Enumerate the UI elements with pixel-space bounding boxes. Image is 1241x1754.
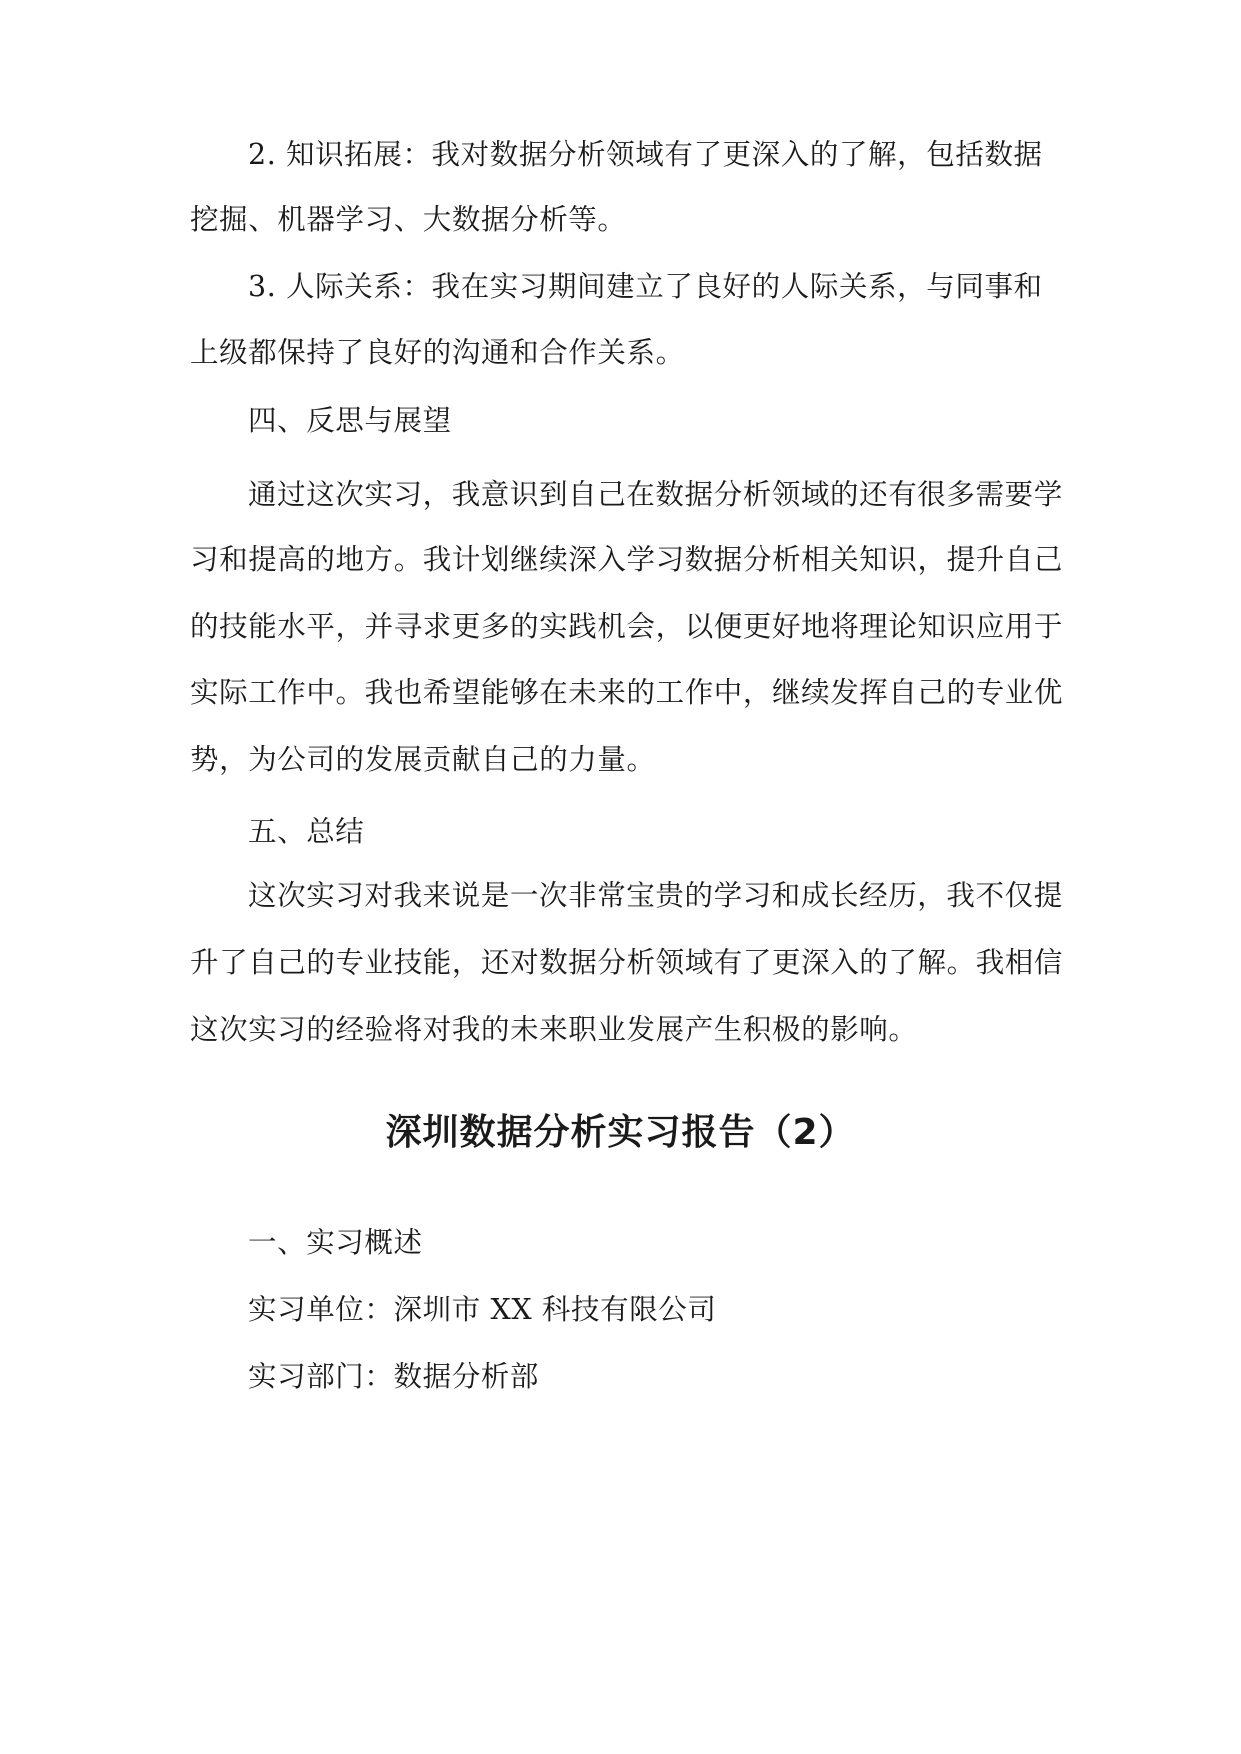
paragraph-line: 实际工作中。我也希望能够在未来的工作中，继续发挥自己的专业优 xyxy=(190,676,1064,709)
section-heading: 一、实习概述 xyxy=(248,1226,423,1259)
paragraph-line: 这次实习对我来说是一次非常宝贵的学习和成长经历，我不仅提 xyxy=(248,879,1063,912)
paragraph-line: 的技能水平，并寻求更多的实践机会，以便更好地将理论知识应用于 xyxy=(190,610,1064,643)
section-heading: 四、反思与展望 xyxy=(248,404,452,437)
section-heading: 五、总结 xyxy=(248,815,365,848)
paragraph-line: 习和提高的地方。我计划继续深入学习数据分析相关知识，提升自己 xyxy=(190,543,1064,576)
info-line-department: 实习部门：数据分析部 xyxy=(248,1360,540,1393)
report-title: 深圳数据分析实习报告（2） xyxy=(385,1112,856,1153)
paragraph-line: 挖掘、机器学习、大数据分析等。 xyxy=(190,203,627,236)
paragraph-line: 3. 人际关系：我在实习期间建立了良好的人际关系，与同事和 xyxy=(248,270,1043,303)
paragraph-line: 上级都保持了良好的沟通和合作关系。 xyxy=(190,336,685,369)
paragraph-line: 升了自己的专业技能，还对数据分析领域有了更深入的了解。我相信 xyxy=(190,946,1064,979)
paragraph-line: 通过这次实习，我意识到自己在数据分析领域的还有很多需要学 xyxy=(248,478,1063,511)
paragraph-line: 这次实习的经验将对我的未来职业发展产生积极的影响。 xyxy=(190,1013,918,1046)
info-line-company: 实习单位：深圳市 XX 科技有限公司 xyxy=(248,1293,717,1326)
paragraph-line: 2. 知识拓展：我对数据分析领域有了更深入的了解，包括数据 xyxy=(248,138,1043,171)
paragraph-line: 势，为公司的发展贡献自己的力量。 xyxy=(190,743,656,776)
